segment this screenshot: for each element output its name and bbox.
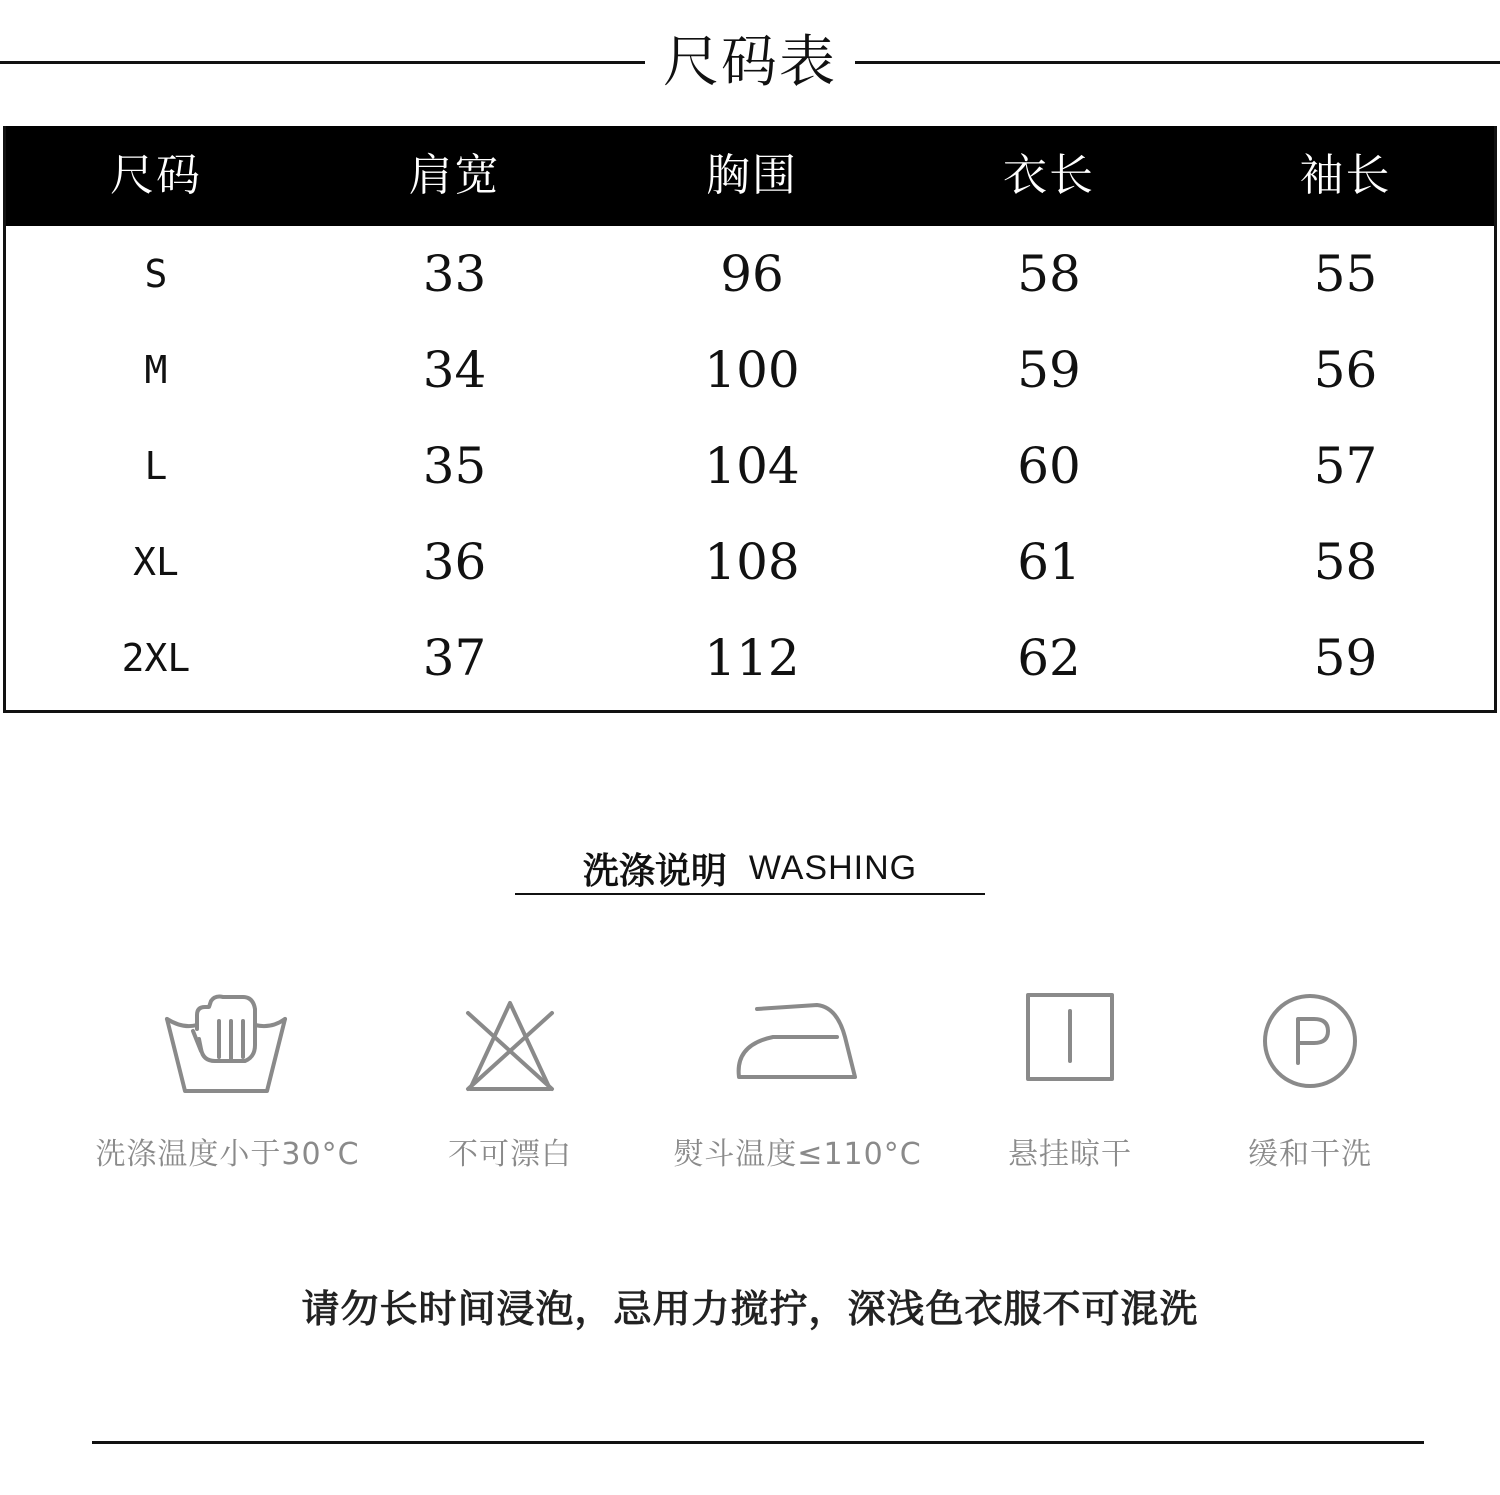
- sleeve-cell: 59: [1313, 629, 1378, 687]
- care-symbol-hang-dry: [985, 985, 1155, 1173]
- size-cell: L: [144, 444, 168, 488]
- header-length: 衣长: [1003, 150, 1095, 201]
- shoulder-cell: 33: [422, 245, 487, 303]
- table-header: [6, 126, 1494, 226]
- length-cell: 60: [1017, 437, 1081, 495]
- sleeve-cell: 55: [1313, 245, 1378, 303]
- shoulder-cell: 34: [422, 341, 487, 399]
- care-label: 悬挂晾干: [1008, 1137, 1132, 1172]
- title-rule-right: [855, 61, 1500, 64]
- header-chest: 胸围: [706, 150, 798, 201]
- dry-clean-p-icon: [1260, 985, 1360, 1095]
- care-label: 洗涤温度小于30°C: [95, 1137, 360, 1172]
- header-shoulder: 肩宽: [408, 150, 501, 201]
- table-row: [6, 418, 1494, 514]
- length-cell: 61: [1017, 533, 1081, 591]
- care-note: 请勿长时间浸泡，忌用力搅拧，深浅色衣服不可混洗: [301, 1287, 1199, 1331]
- table-row: [6, 226, 1494, 322]
- care-label: 不可漂白: [448, 1137, 572, 1172]
- length-cell: 59: [1017, 341, 1081, 399]
- sleeve-cell: 56: [1313, 341, 1378, 399]
- size-cell: XL: [133, 540, 179, 584]
- chest-cell: 104: [704, 437, 800, 495]
- care-symbol-iron: [655, 985, 940, 1173]
- hand-wash-icon: [163, 985, 293, 1095]
- size-cell: 2XL: [121, 636, 191, 680]
- iron-icon: [733, 985, 863, 1095]
- sleeve-cell: 58: [1313, 533, 1378, 591]
- no-bleach-icon: [460, 985, 560, 1095]
- washing-underline: [515, 893, 985, 895]
- table-row: [6, 322, 1494, 418]
- chest-cell: 96: [720, 245, 784, 303]
- care-symbol-hand-wash: [85, 985, 370, 1173]
- care-label: 缓和干洗: [1248, 1137, 1372, 1172]
- chest-cell: 112: [704, 629, 800, 687]
- table-row: [6, 514, 1494, 610]
- size-cell: S: [144, 252, 168, 296]
- shoulder-cell: 35: [422, 437, 487, 495]
- size-cell: M: [144, 348, 168, 392]
- hang-dry-icon: [1020, 985, 1120, 1095]
- header-size: 尺码: [110, 150, 202, 201]
- chest-cell: 100: [704, 341, 800, 399]
- table-row: [6, 610, 1494, 706]
- care-symbol-no-bleach: [420, 985, 600, 1173]
- washing-title-en: WASHING: [748, 849, 918, 887]
- shoulder-cell: 36: [422, 533, 487, 591]
- title-rule-left: [0, 61, 645, 64]
- size-table: [3, 126, 1497, 713]
- sleeve-cell: 57: [1313, 437, 1378, 495]
- care-label: 熨斗温度≤110°C: [673, 1137, 922, 1172]
- washing-title-cn: 洗涤说明: [582, 851, 727, 892]
- bottom-rule: [92, 1441, 1424, 1444]
- shoulder-cell: 37: [422, 629, 487, 687]
- washing-header: [515, 843, 985, 894]
- length-cell: 58: [1017, 245, 1081, 303]
- header-sleeve: 袖长: [1299, 150, 1392, 201]
- length-cell: 62: [1017, 629, 1081, 687]
- size-chart-title: 尺码表: [663, 30, 837, 95]
- care-symbol-dry-clean: [1225, 985, 1395, 1173]
- chest-cell: 108: [704, 533, 800, 591]
